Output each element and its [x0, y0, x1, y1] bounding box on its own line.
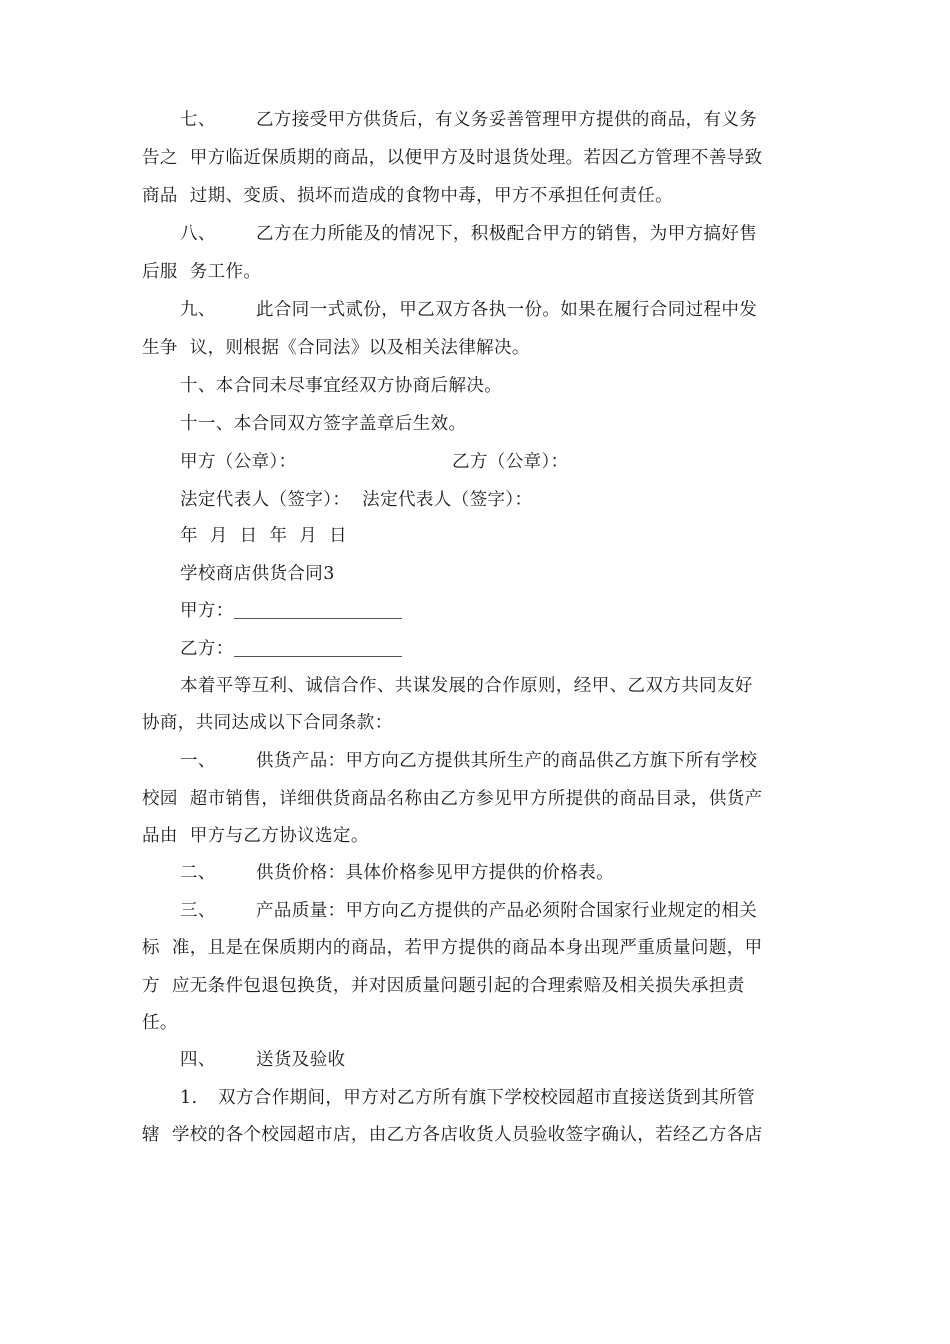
party-a-blank — [234, 600, 402, 619]
clause-9-number: 九、 — [180, 300, 216, 320]
c4-text: 送货及验收 — [256, 1050, 346, 1070]
clause-7-text: 乙方接受甲方供货后，有义务妥善管理甲方提供的商品，有义务 — [256, 110, 758, 130]
clause-10: 十、本合同未尽事宜经双方协商后解决。 — [180, 376, 503, 396]
clause-9-text: 此合同一式贰份，甲乙双方各执一份。如果在履行合同过程中发 — [256, 300, 758, 320]
intro-line-1: 本着平等互利、诚信合作、共谋发展的合作原则，经甲、乙双方共同友好 — [180, 676, 753, 696]
c4-1-line-2: 辖 学校的各个校园超市店，由乙方各店收货人员验收签字确认，若经乙方各店 — [142, 1125, 763, 1145]
clause-7-line-3: 商品 过期、变质、损坏而造成的食物中毒，甲方不承担任何责任。 — [142, 186, 674, 206]
c1-line-2: 校园 超市销售，详细供货商品名称由乙方参见甲方所提供的商品目录，供货产 — [142, 789, 763, 809]
contract-3-title: 学校商店供货合同3 — [180, 564, 335, 584]
c4-1-text: 双方合作期间，甲方对乙方所有旗下学校校园超市直接送货到其所管 — [218, 1088, 755, 1108]
c3-text: 产品质量：甲方向乙方提供的产品必须附合国家行业规定的相关 — [256, 901, 758, 921]
c4-number: 四、 — [180, 1050, 216, 1070]
c1-line-1 — [180, 747, 757, 772]
party-b-label: 乙方： — [180, 639, 234, 659]
c1-number: 一、 — [180, 751, 216, 771]
party-b-seal-label: 乙方（公章）： — [452, 452, 569, 472]
signature-dates: 年 月 日 年 月 日 — [180, 526, 348, 546]
c2-number: 二、 — [180, 863, 216, 883]
c1-text: 供货产品：甲方向乙方提供其所生产的商品供乙方旗下所有学校 — [256, 751, 758, 771]
c2-text: 供货价格：具体价格参见甲方提供的价格表。 — [256, 863, 614, 883]
clause-9-line-1 — [180, 296, 757, 321]
c3-number: 三、 — [180, 901, 216, 921]
party-a-label: 甲方： — [180, 601, 234, 621]
clause-9-line-2: 生争 议，则根据《合同法》以及相关法律解决。 — [142, 338, 530, 358]
c3-line-1 — [180, 897, 757, 922]
c4-1-line-1 — [180, 1084, 755, 1109]
clause-7-line-1 — [180, 106, 757, 131]
clause-8-line-1 — [180, 220, 757, 245]
c3-line-3: 方 应无条件包退包换货，并对因质量问题引起的合理索赔及相关损失承担责 — [142, 976, 745, 996]
party-b-line — [180, 635, 402, 660]
c3-line-4: 任。 — [142, 1013, 178, 1033]
party-a-seal-label: 甲方（公章）： — [180, 452, 297, 472]
clause-7-line-2: 告之 甲方临近保质期的商品，以便甲方及时退货处理。若因乙方管理不善导致 — [142, 148, 763, 168]
legal-rep-signatures: 法定代表人（签字）： 法定代表人（签字）： — [180, 490, 533, 510]
c1-line-3: 品由 甲方与乙方协议选定。 — [142, 826, 369, 846]
clause-8-number: 八、 — [180, 224, 216, 244]
party-b-blank — [234, 638, 402, 657]
party-a-line — [180, 597, 402, 622]
c3-line-2: 标 准，且是在保质期内的商品，若甲方提供的商品本身出现严重质量问题，甲 — [142, 938, 763, 958]
clause-11: 十一、本合同双方签字盖章后生效。 — [180, 414, 467, 434]
clause-8-line-2: 后服 务工作。 — [142, 262, 262, 282]
intro-line-2: 协商，共同达成以下合同条款： — [142, 713, 393, 733]
clause-7-number: 七、 — [180, 110, 216, 130]
c4-line-1 — [180, 1046, 346, 1071]
c2-line-1 — [180, 859, 614, 884]
clause-8-text: 乙方在力所能及的情况下，积极配合甲方的销售，为甲方搞好售 — [256, 224, 758, 244]
c4-1-number: 1. — [180, 1088, 198, 1108]
